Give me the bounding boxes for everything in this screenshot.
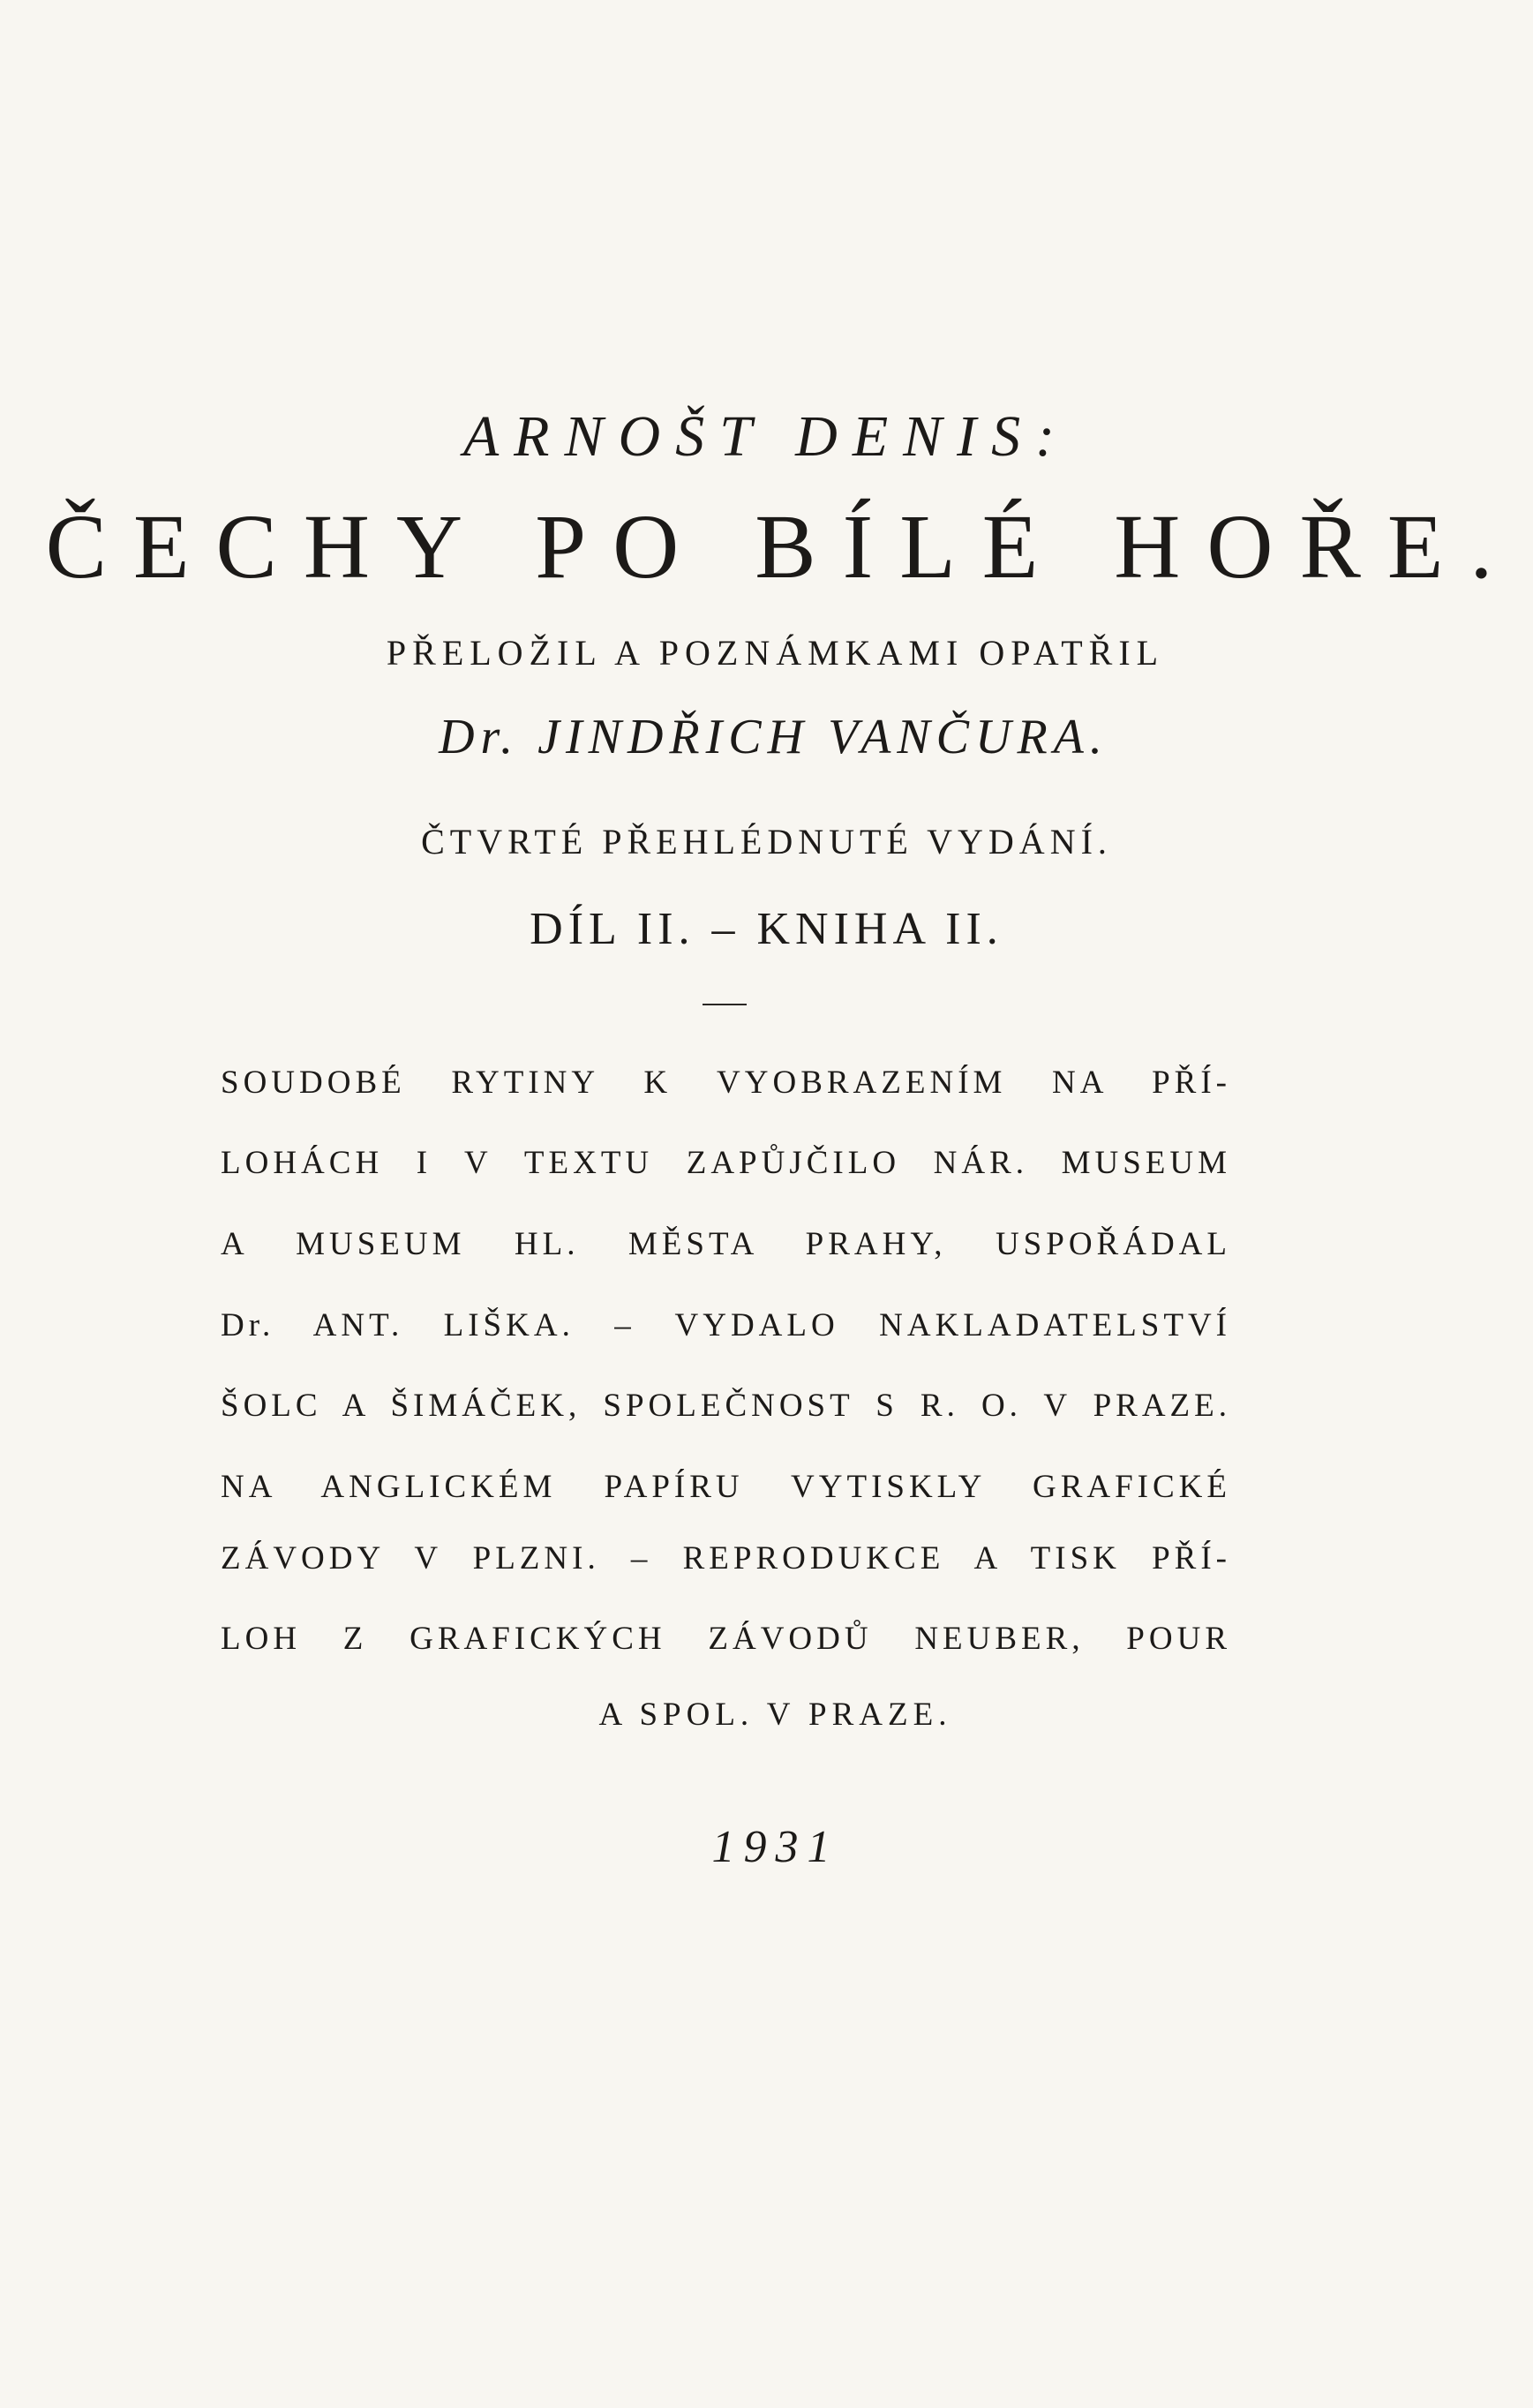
translator-note: PŘELOŽIL A POZNÁMKAMI OPATŘIL — [386, 633, 1165, 673]
colophon-line: NA ANGLICKÉM PAPÍRU VYTISKLY GRAFICKÉ — [221, 1469, 1231, 1505]
edition-statement: ČTVRTÉ PŘEHLÉDNUTÉ VYDÁNÍ. — [421, 822, 1112, 862]
translator-name: Dr. JINDŘICH VANČURA. — [439, 710, 1108, 764]
book-title: ČECHY PO BÍLÉ HOŘE. — [45, 496, 1520, 598]
separator-rule — [703, 1004, 747, 1005]
colophon-line: A MUSEUM HL. MĚSTA PRAHY, USPOŘÁDAL — [221, 1226, 1231, 1262]
colophon-line: LOH Z GRAFICKÝCH ZÁVODŮ NEUBER, POUR — [221, 1621, 1231, 1657]
colophon-line: ŠOLC A ŠIMÁČEK, SPOLEČNOST S R. O. V PRAZE. — [221, 1388, 1231, 1424]
colophon-line: A SPOL. V PRAZE. — [598, 1697, 952, 1733]
colophon-line: LOHÁCH I V TEXTU ZAPŮJČILO NÁR. MUSEUM — [221, 1145, 1231, 1181]
colophon-line: Dr. ANT. LIŠKA. – VYDALO NAKLADATELSTVÍ — [221, 1307, 1231, 1343]
colophon-line: SOUDOBÉ RYTINY K VYOBRAZENÍM NA PŘÍ- — [221, 1065, 1231, 1101]
author-name: ARNOŠT DENIS: — [462, 404, 1071, 469]
publication-year: 1931 — [711, 1822, 839, 1872]
colophon-line: ZÁVODY V PLZNI. – REPRODUKCE A TISK PŘÍ- — [221, 1540, 1231, 1576]
volume-statement: DÍL II. – KNIHA II. — [530, 904, 1003, 954]
